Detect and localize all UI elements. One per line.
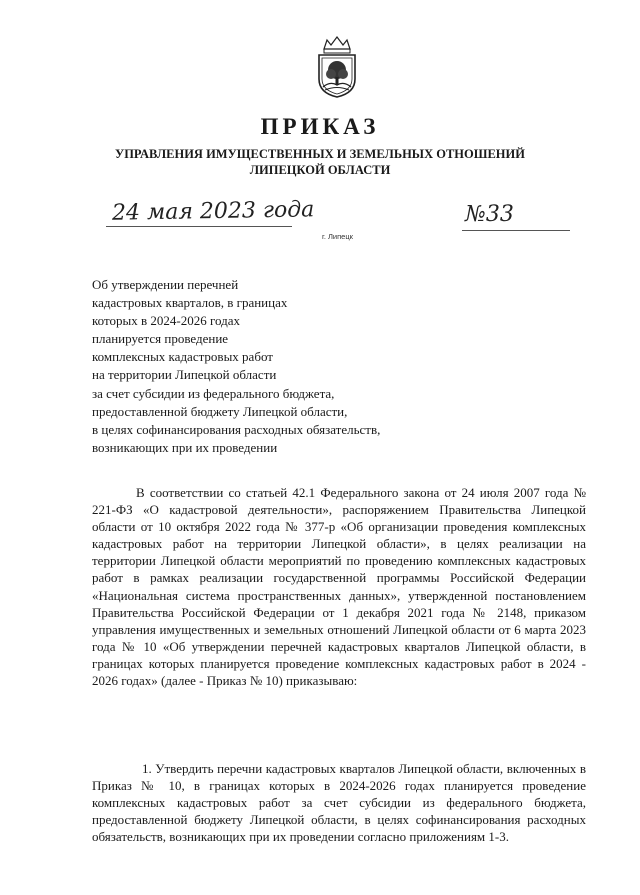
subject-line: Об утверждении перечней (92, 277, 239, 292)
subject-line: на территории Липецкой области (92, 367, 277, 383)
document-type-title: ПРИКАЗ (260, 114, 380, 139)
order-clause-1: 1. Утвердить перечни кадастровых кварталов Липецкой области, включенных в Приказ № 10, в границах которых в 2024-2026 годах планируется проведение комплексных кадастровых работ за счет субсидии из федерального бюджета, предоставленной бюджету Липецкой области, в целях софинансирования расходных обязательств, возникающих при их проведении согласно приложениям 1-3. (92, 761, 586, 845)
date-underline (106, 226, 292, 227)
subject-line: предоставленной бюджету Липецкой области, (92, 403, 348, 419)
subject-line: кадастровых кварталов, в границах (92, 295, 288, 311)
subject-line: в целях софинансирования расходных обязательств, (92, 421, 381, 437)
order-subject (92, 276, 472, 457)
subject-line: за счет субсидии из федерального бюджета, (92, 385, 335, 401)
issuer-line-2: ЛИПЕЦКОЙ ОБЛАСТИ (249, 163, 391, 177)
lipetsk-coat-of-arms-icon (314, 35, 360, 99)
handwritten-order-number: №33 (465, 202, 514, 227)
preamble-paragraph: В соответствии со статьей 42.1 Федерального закона от 24 июля 2007 года № 221-ФЗ «О кадастровой деятельности», распоряжением Правительства Липецкой области от 10 октября 2022 года № 377-р «Об организации проведения комплексных кадастровых работ на территории Липецкой области», в целях реализации на территории Липецкой области мероприятий по проведению комплексных кадастровых работ в рамках реализации государственной программы Российской Федерации «Национальная система пространственных данных», утвержденной постановлением Правительства Российской Федерации от 1 декабря 2021 года № 2148, приказом управления имущественных и земельных отношений Липецкой области от 6 марта 2023 года № 10 «Об утверждении перечней кадастровых кварталов Липецкой области, в границах которых планируется проведение комплексных кадастровых работ в 2024 - 2026 годах» (далее - Приказ № 10) приказываю: (92, 485, 586, 689)
subject-line: которых в 2024-2026 годах (92, 313, 240, 329)
subject-line: планируется проведение (92, 331, 229, 347)
subject-line: комплексных кадастровых работ (92, 349, 273, 365)
issuer-line-1: УПРАВЛЕНИЯ ИМУЩЕСТВЕННЫХ И ЗЕМЕЛЬНЫХ ОТНОШЕНИЙ (115, 147, 525, 161)
number-underline (462, 230, 570, 231)
handwritten-date: 24 мая 2023 года (111, 197, 315, 226)
subject-line: возникающих при их проведении (92, 439, 278, 455)
city-label: г. Липецк (322, 232, 353, 241)
